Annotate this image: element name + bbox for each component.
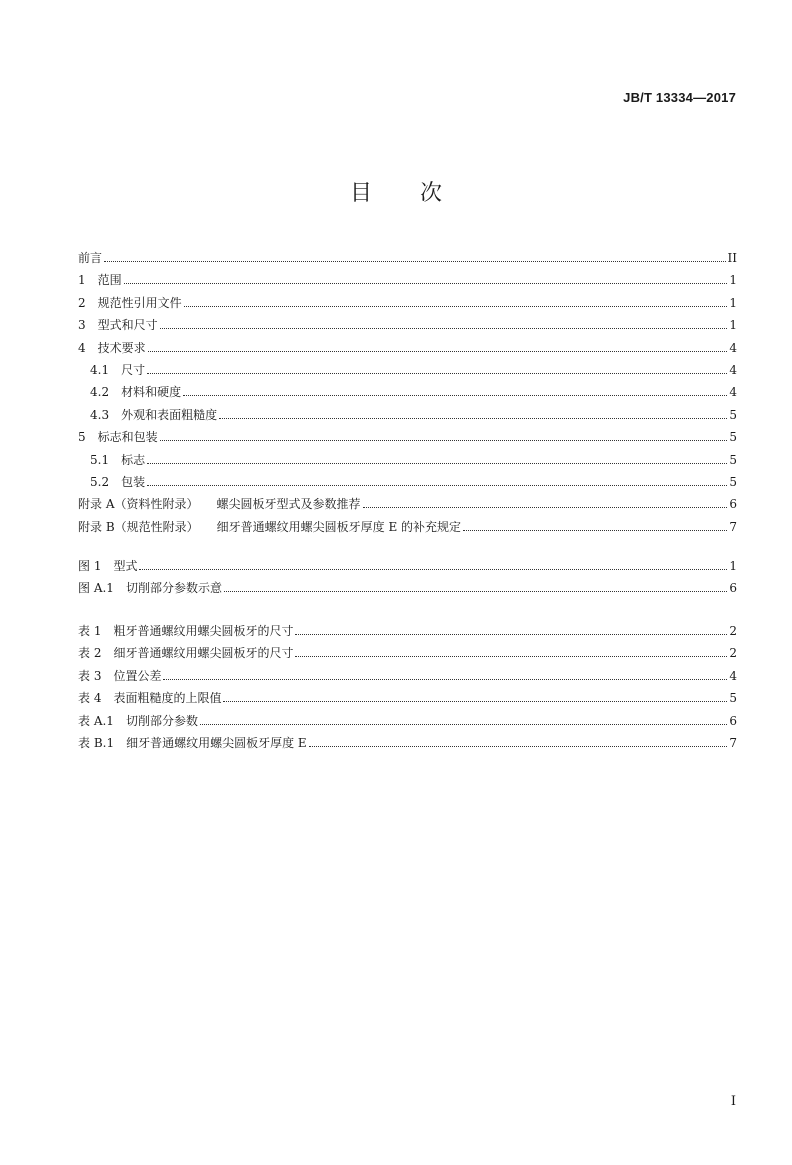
entry-number: 5.1 <box>90 452 110 467</box>
entry-number: 2 <box>78 295 86 310</box>
entry-label: 细牙普通螺纹用螺尖圆板牙厚度 E 的补充规定 <box>216 519 462 534</box>
figure-entry[interactable] <box>78 556 737 574</box>
toc-entry[interactable] <box>78 517 737 535</box>
entry-number: 表 A.1 <box>78 713 114 728</box>
leader-dots <box>200 723 727 725</box>
toc-entry[interactable] <box>78 427 737 445</box>
entry-label: 材料和硬度 <box>121 385 182 400</box>
entry-number: 4 <box>78 340 86 355</box>
entry-label: 包装 <box>121 475 146 489</box>
entry-number: 表 1 <box>78 624 102 638</box>
entry-label: 规范性引用文件 <box>97 295 182 310</box>
entry-number: 表 4 <box>78 691 102 706</box>
entry-page: 6 <box>729 713 737 728</box>
leader-dots <box>295 655 727 657</box>
entry-label: 粗牙普通螺纹用螺尖圆板牙的尺寸 <box>113 624 294 638</box>
title-char-1: 目 <box>349 181 372 206</box>
toc-entry[interactable] <box>90 382 737 400</box>
page-number: I <box>730 1094 736 1109</box>
entry-label: 型式 <box>113 559 138 573</box>
figure-entry[interactable] <box>78 578 737 596</box>
entry-number: 3 <box>78 318 86 333</box>
leader-dots <box>463 529 727 531</box>
leader-dots <box>184 305 728 307</box>
entry-page: 2 <box>729 624 737 638</box>
toc-entry[interactable] <box>78 494 737 512</box>
entry-page: 5 <box>729 430 737 445</box>
toc-entry[interactable] <box>78 315 737 333</box>
entry-label: 前言 <box>78 251 103 265</box>
leader-dots <box>309 745 728 747</box>
entry-page: 7 <box>729 736 737 750</box>
entry-label: 表面粗糙度的上限值 <box>113 691 222 706</box>
table-entry[interactable] <box>78 733 737 751</box>
table-entry[interactable] <box>78 666 737 684</box>
entry-number: 5.2 <box>90 475 110 489</box>
table-entry[interactable] <box>78 621 737 639</box>
entry-page: 1 <box>729 559 737 573</box>
entry-label: 螺尖圆板牙型式及参数推荐 <box>216 497 361 512</box>
entry-page: 5 <box>729 475 737 489</box>
leader-dots <box>363 506 728 508</box>
entry-label: 切削部分参数示意 <box>125 581 222 596</box>
entry-label: 位置公差 <box>113 668 162 683</box>
title-char-2: 次 <box>420 181 443 206</box>
entry-page: 5 <box>729 691 737 706</box>
leader-dots <box>147 462 727 464</box>
document-code: JB/T 13334—2017 <box>623 90 736 105</box>
leader-dots <box>219 417 727 419</box>
entry-page: 6 <box>729 497 737 512</box>
entry-page: 4 <box>729 385 737 400</box>
entry-number: 4.1 <box>90 363 110 377</box>
toc-entry[interactable] <box>90 472 737 490</box>
entry-page: 1 <box>729 295 737 310</box>
entry-label: 型式和尺寸 <box>97 318 158 333</box>
toc-entry[interactable] <box>90 405 737 423</box>
toc-entry[interactable] <box>78 293 737 311</box>
page-title <box>0 176 792 207</box>
entry-page: 1 <box>729 273 737 288</box>
entry-page: 5 <box>729 452 737 467</box>
entry-number: 图 1 <box>78 559 102 573</box>
entry-number: 表 2 <box>78 646 102 661</box>
entry-number: 表 3 <box>78 668 102 683</box>
entry-page: 4 <box>729 363 737 377</box>
entry-label: 尺寸 <box>121 363 146 377</box>
entry-label: 外观和表面粗糙度 <box>121 407 218 422</box>
entry-page: 7 <box>729 519 737 534</box>
entry-label: 范围 <box>97 273 122 288</box>
entry-page: 2 <box>729 646 737 661</box>
toc-entry[interactable] <box>90 450 737 468</box>
table-entry[interactable] <box>78 711 737 729</box>
entry-number: 5 <box>78 430 86 445</box>
leader-dots <box>163 678 727 680</box>
entry-label: 标志和包装 <box>97 430 158 445</box>
entry-number: 图 A.1 <box>78 581 114 596</box>
entry-number: 表 B.1 <box>78 736 115 750</box>
entry-page: 5 <box>729 407 737 422</box>
toc-entry[interactable] <box>78 338 737 356</box>
leader-dots <box>160 327 728 329</box>
leader-dots <box>104 260 726 262</box>
entry-page: 1 <box>729 318 737 333</box>
entry-number: 1 <box>78 273 86 288</box>
leader-dots <box>160 439 728 441</box>
entry-page: 4 <box>729 340 737 355</box>
table-entry[interactable] <box>78 643 737 661</box>
toc-entry[interactable] <box>78 270 737 288</box>
leader-dots <box>295 633 727 635</box>
entry-page: 6 <box>729 581 737 596</box>
leader-dots <box>148 350 728 352</box>
entry-label: 技术要求 <box>97 340 146 355</box>
leader-dots <box>139 568 727 570</box>
leader-dots <box>147 484 727 486</box>
entry-number: 附录 B（规范性附录） <box>78 519 199 534</box>
entry-page: II <box>727 251 737 265</box>
toc-entry[interactable] <box>78 248 737 266</box>
leader-dots <box>223 700 727 702</box>
entry-number: 附录 A（资料性附录） <box>78 497 199 512</box>
leader-dots <box>183 394 727 396</box>
table-entry[interactable] <box>78 688 737 706</box>
leader-dots <box>124 282 728 284</box>
entry-page: 4 <box>729 668 737 683</box>
toc-entry[interactable] <box>90 360 737 378</box>
entry-label: 细牙普通螺纹用螺尖圆板牙的尺寸 <box>113 646 294 661</box>
entry-label: 切削部分参数 <box>125 713 198 728</box>
leader-dots <box>147 372 727 374</box>
entry-label: 标志 <box>121 452 146 467</box>
entry-number: 4.3 <box>90 407 110 422</box>
entry-label: 细牙普通螺纹用螺尖圆板牙厚度 E <box>126 736 307 750</box>
entry-number: 4.2 <box>90 385 110 400</box>
leader-dots <box>224 590 727 592</box>
